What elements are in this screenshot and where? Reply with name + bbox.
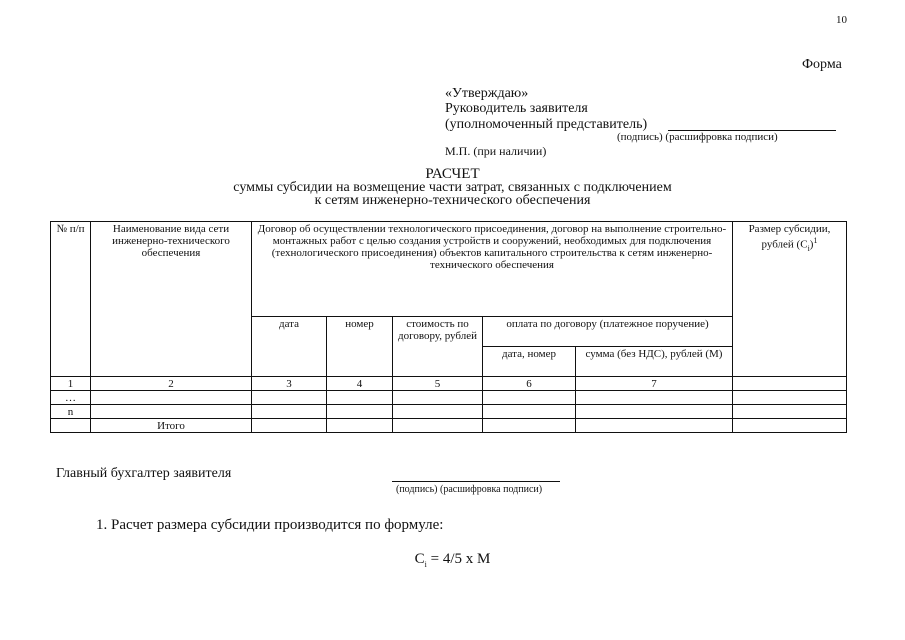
document-subtitle-2: к сетям инженерно-технического обеспечения xyxy=(314,193,591,208)
header-contract-cost: стоимость по договору, рублей xyxy=(393,317,483,377)
column-number-6: 6 xyxy=(483,377,576,391)
column-number-5: 5 xyxy=(393,377,483,391)
calculation-table xyxy=(50,221,847,433)
row-n: n xyxy=(51,405,91,419)
header-payment-sum: сумма (без НДС), рублей (М) xyxy=(576,347,733,377)
accountant-signature-caption: (подпись) (расшифровка подписи) xyxy=(396,484,543,495)
header-contract-number: номер xyxy=(327,317,393,377)
column-number-4: 4 xyxy=(327,377,393,391)
form-label: Форма xyxy=(802,57,842,72)
header-date: дата xyxy=(252,317,327,377)
column-number-1: 1 xyxy=(51,377,91,391)
column-number-8 xyxy=(733,377,847,391)
accountant-signature-line xyxy=(392,481,560,482)
page-number: 10 xyxy=(836,14,847,26)
approval-line-1: «Утверждаю» xyxy=(445,86,529,101)
subsidy-formula: $C_i = 4/5$ х М xyxy=(414,551,491,569)
header-payment-date: дата, номер xyxy=(483,347,576,377)
row-ellipsis: … xyxy=(51,391,91,405)
accountant-label: Главный бухгалтер заявителя xyxy=(56,466,232,481)
approval-line-2: Руководитель заявителя xyxy=(445,101,588,116)
header-subsidy: Размер субсидии, рублей $(С_i)^1$ xyxy=(733,222,847,377)
column-number-3: 3 xyxy=(252,377,327,391)
column-number-2: 2 xyxy=(91,377,252,391)
row-total-label: Итого xyxy=(91,419,252,433)
formula-note: 1. Расчет размера субсидии производится по формуле: xyxy=(96,517,444,533)
document-subtitle-1: суммы субсидии на возмещение части затрат, связанных с подключением xyxy=(233,180,672,195)
header-payment: оплата по договору (платежное поручение) xyxy=(483,317,733,347)
header-network-type: Наименование вида сети инженерно-технического обеспечения xyxy=(91,222,252,377)
header-number: № п/п xyxy=(51,222,91,377)
approval-signature-caption: (подпись) (расшифровка подписи) xyxy=(617,131,778,143)
header-contract: Договор об осуществлении технологического присоединения, договор на выполнение строительно-монтажных работ с целью создания устройств и сооружений, необходимых для подключения (технологического присоединения) объектов капитального строительства к сетям инженерно-технического обеспечения xyxy=(252,222,733,317)
approval-line-3: (уполномоченный представитель) xyxy=(445,117,648,132)
column-number-7: 7 xyxy=(576,377,733,391)
stamp-label: М.П. (при наличии) xyxy=(445,144,547,158)
document-title: РАСЧЕТ xyxy=(425,166,480,182)
